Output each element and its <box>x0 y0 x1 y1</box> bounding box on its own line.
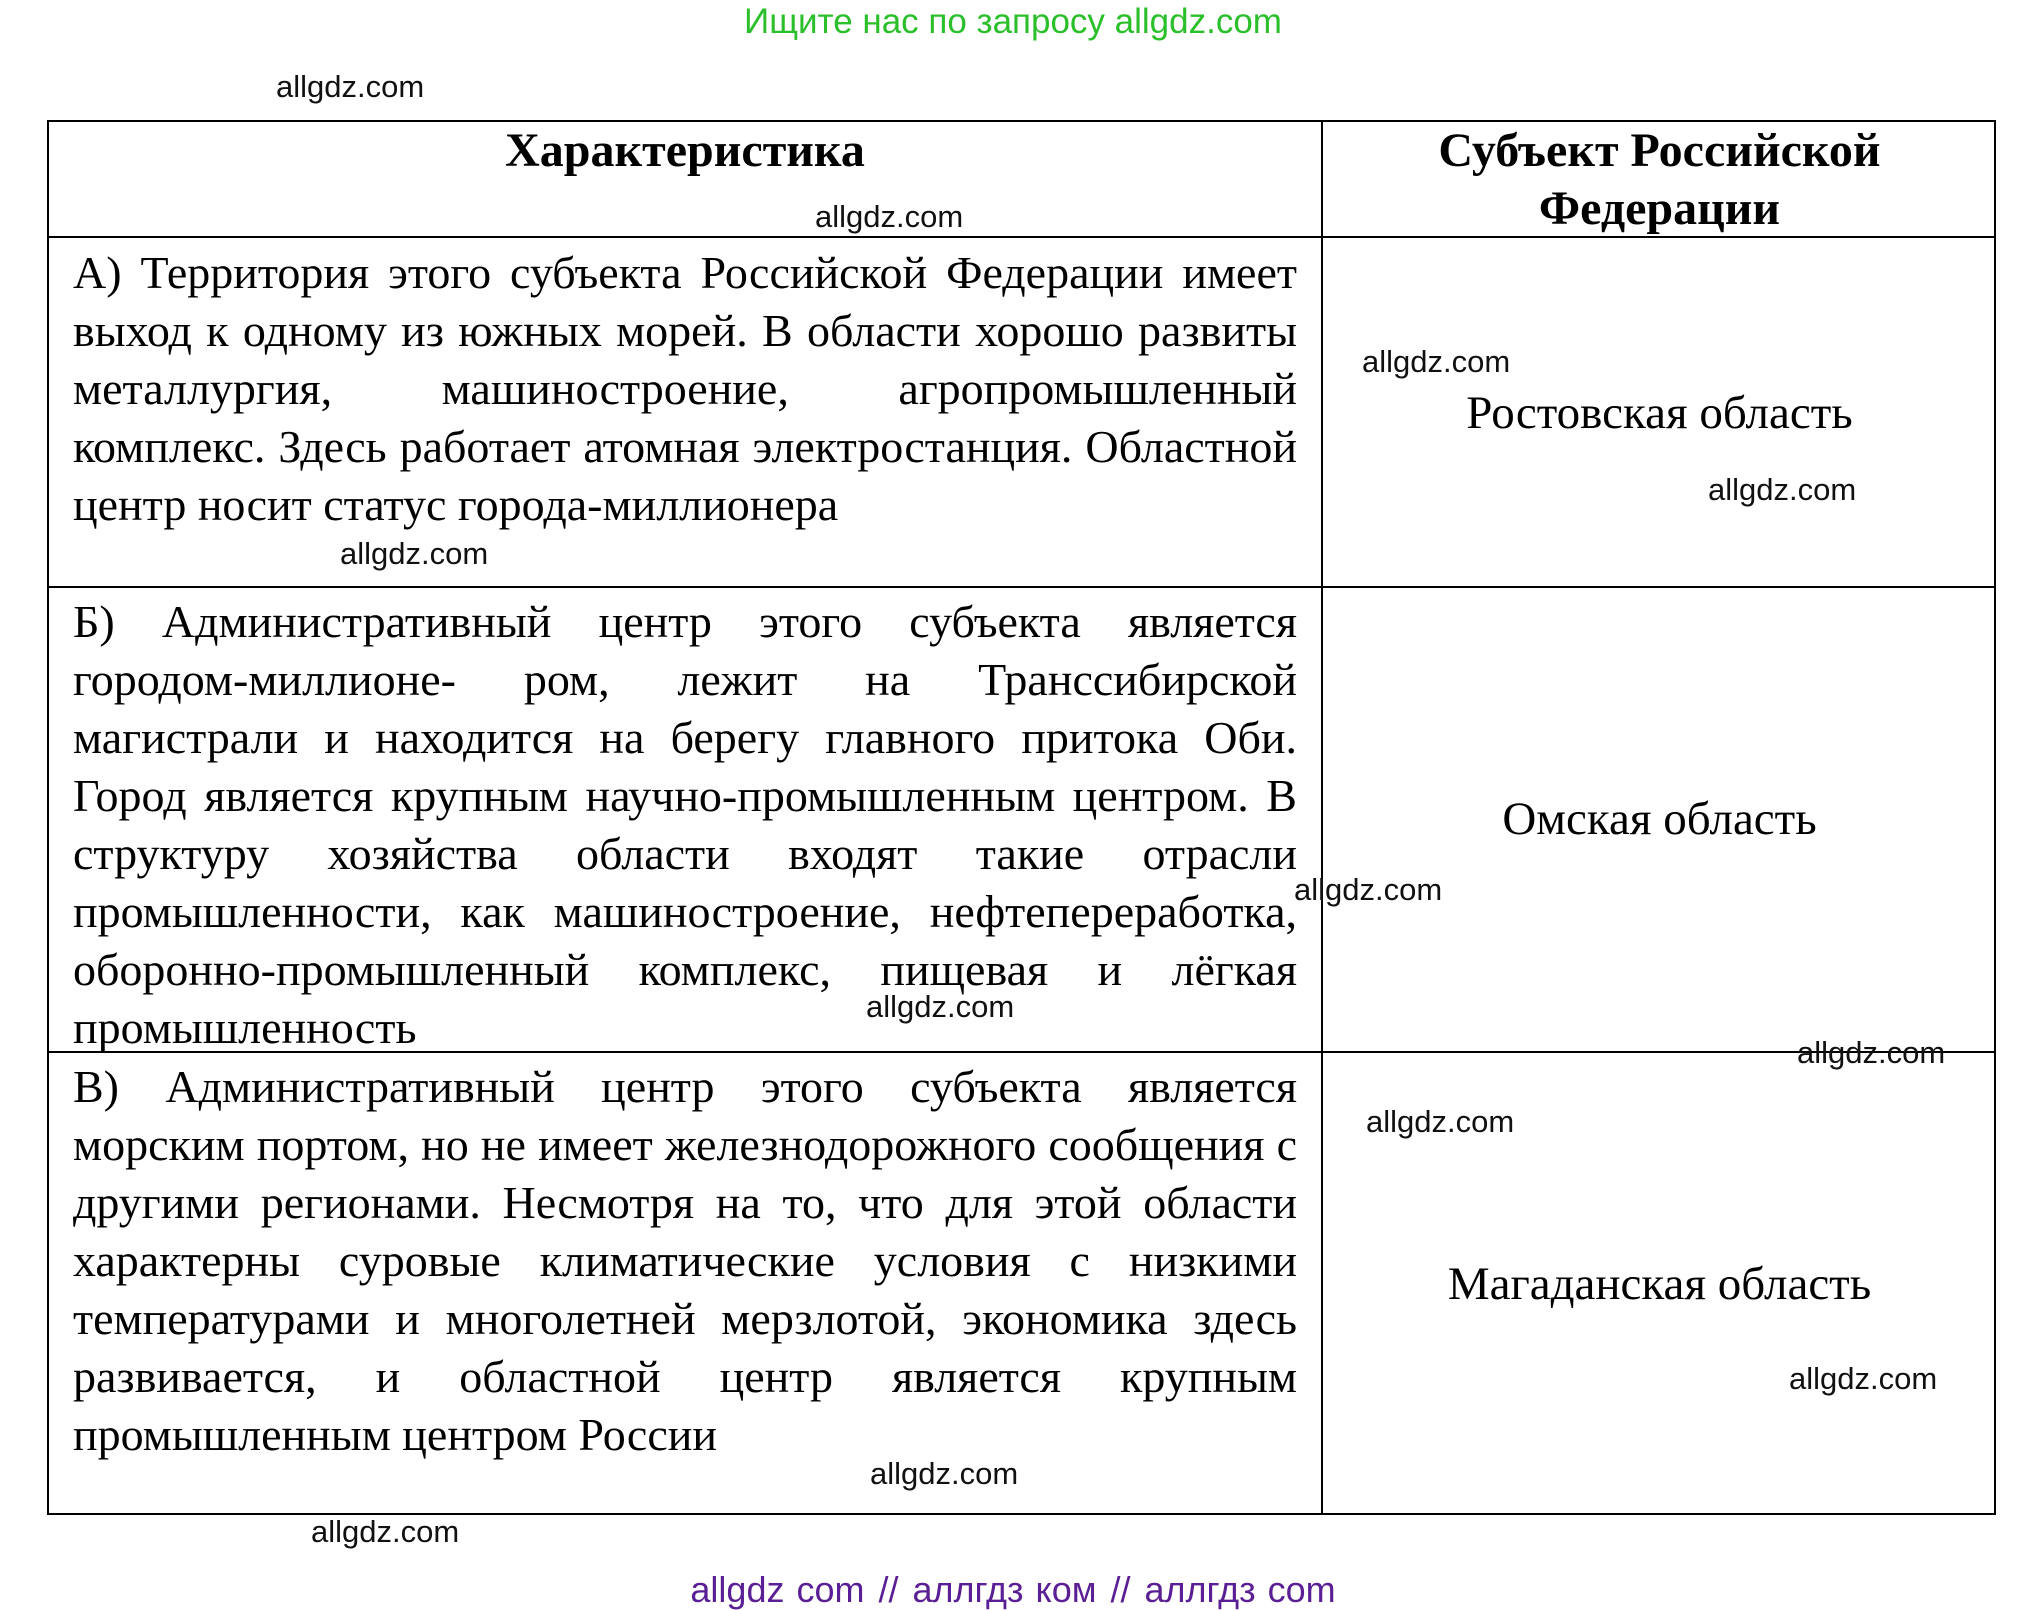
footer-separator: // <box>1110 1569 1131 1610</box>
watermark: allgdz.com <box>1366 1104 1515 1139</box>
header-characteristic: Характеристика <box>505 124 865 177</box>
watermark: allgdz.com <box>1789 1361 1938 1396</box>
top-banner[interactable]: Ищите нас по запросу allgdz.com <box>744 2 1282 41</box>
watermark: allgdz.com <box>815 199 964 234</box>
row-b-answer: Омская область <box>1502 793 1817 845</box>
header-subject-line1: Субъект Российской <box>1438 124 1881 177</box>
watermark: allgdz.com <box>311 1514 460 1549</box>
row-divider <box>49 586 1994 588</box>
watermark: allgdz.com <box>870 1456 1019 1491</box>
row-a-answer: Ростовская область <box>1466 387 1853 439</box>
header-subject <box>1323 122 1996 238</box>
answer-table <box>47 120 1996 1515</box>
watermark: allgdz.com <box>1294 872 1443 907</box>
row-a-description: А) Территория этого субъекта Российской Федерации имеет выход к одному из южных морей. В области хорошо развиты металлургия, машиностроение, агропромышленный комплекс. Здесь работает атомная электростанция. Областной центр носит статус города-миллионера <box>73 247 1297 530</box>
watermark: allgdz.com <box>866 989 1015 1024</box>
watermark: allgdz.com <box>1708 472 1857 507</box>
footer-link[interactable]: аллгдз ком <box>912 1569 1097 1610</box>
header-subject-line2: Федерации <box>1538 182 1781 235</box>
footer-separator: // <box>878 1569 899 1610</box>
watermark: allgdz.com <box>1797 1035 1946 1070</box>
footer-link[interactable]: allgdz com <box>690 1569 865 1610</box>
row-c-answer: Магаданская область <box>1447 1258 1872 1310</box>
footer-link[interactable]: аллгдз com <box>1144 1569 1336 1610</box>
watermark: allgdz.com <box>340 536 489 571</box>
watermark: allgdz.com <box>276 69 425 104</box>
row-b-description: Б) Административный центр этого субъекта является городом-миллионе- ром, лежит на Транссибирской магистрали и находится на берегу главного притока Оби. Город является крупным научно-промышленным центром. В структуру хозяйства области входят такие отрасли промышленности, как машиностроение, нефтепереработка, оборонно-промышленный комплекс, пищевая и лёгкая промышленность <box>73 596 1297 1053</box>
watermark: allgdz.com <box>1362 344 1511 379</box>
footer-links <box>0 1570 2026 1610</box>
row-c-description: В) Административный центр этого субъекта является морским портом, но не имеет железнодорожного сообщения с другими регионами. Несмотря на то, что для этой области характерны суровые климатические условия с низкими температурами и многолетней мерзлотой, экономика здесь развивается, и областной центр является крупным промышленным центром России <box>73 1061 1297 1460</box>
